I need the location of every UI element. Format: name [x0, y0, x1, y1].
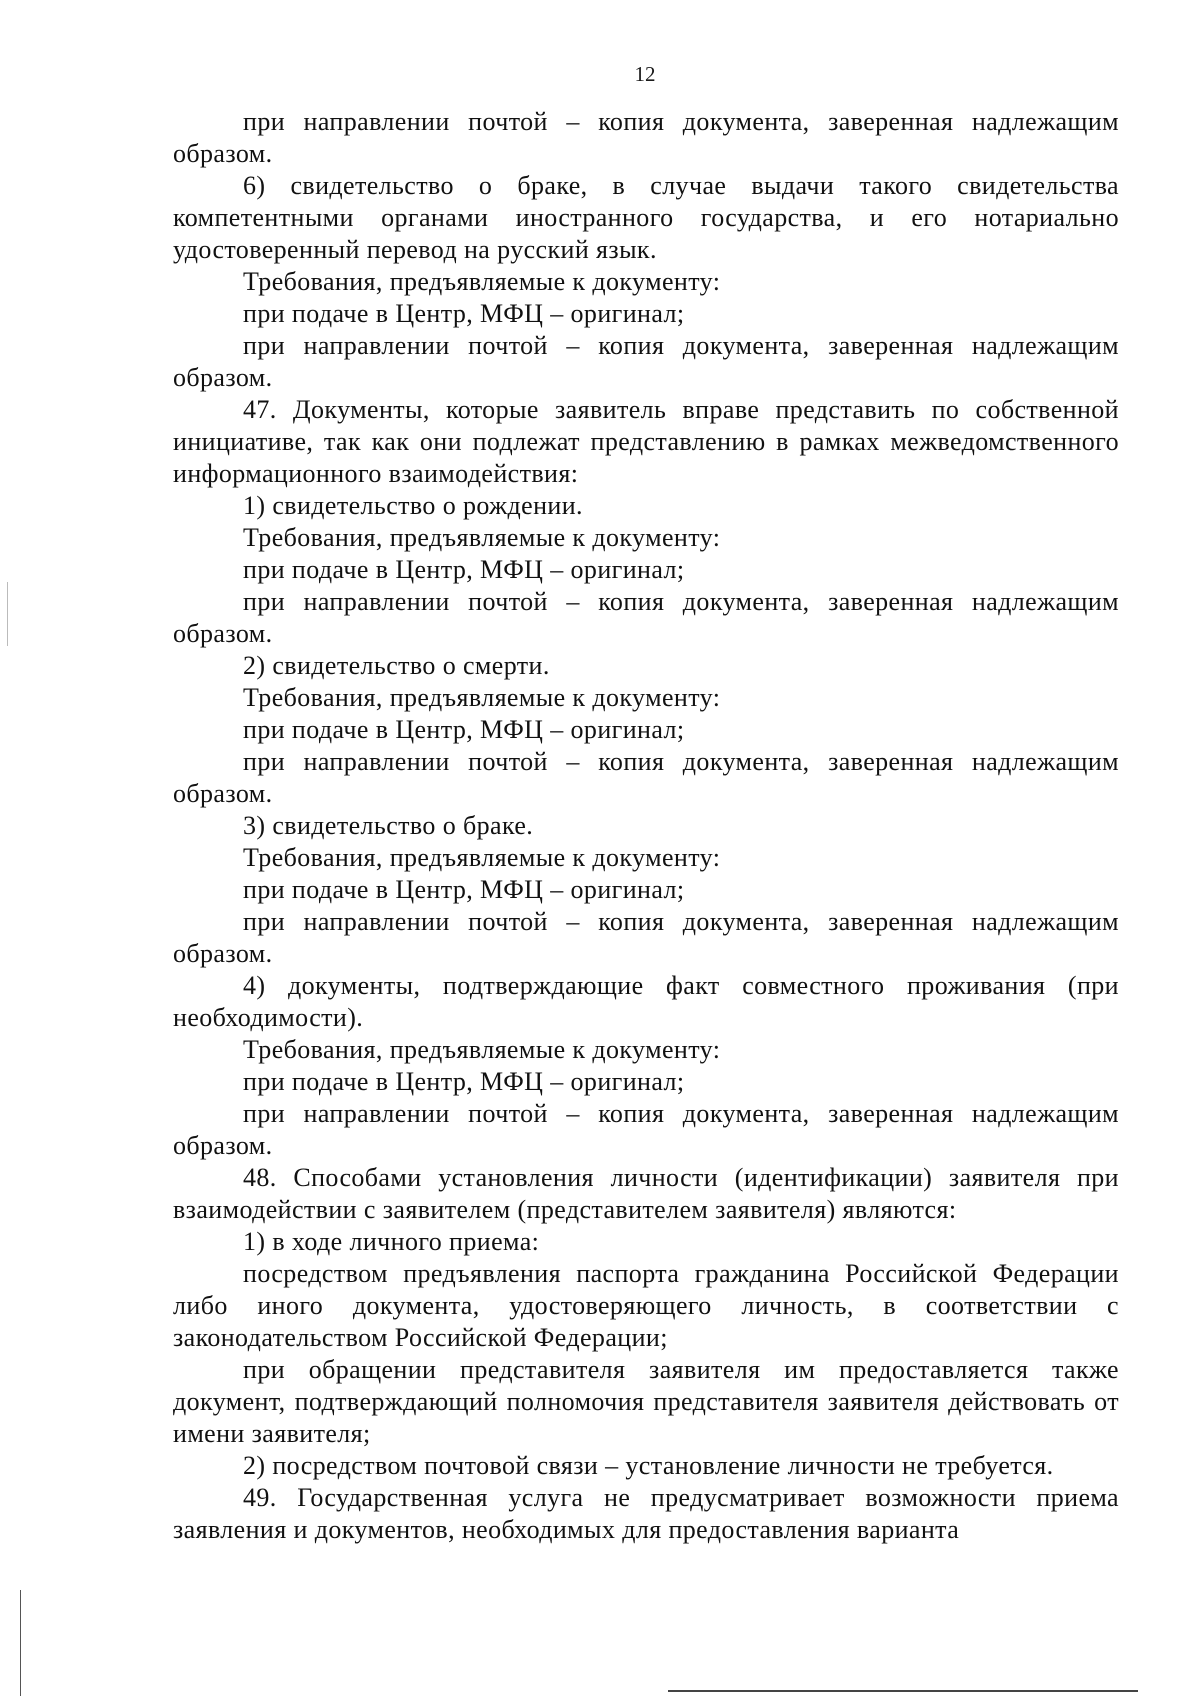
- paragraph: Требования, предъявляемые к документу:: [243, 843, 721, 872]
- paragraph: при подаче в Центр, МФЦ – оригинал;: [243, 715, 685, 744]
- paragraph: при направлении почтой – копия документа, заверенная надлежащим образом.: [173, 747, 1119, 808]
- paragraph: посредством предъявления паспорта гражданина Российской Федерации либо иного документа, удостоверяющего личность, в соответствии с законодательством Российской Федерации;: [173, 1259, 1119, 1352]
- paragraph: 1) свидетельство о рождении.: [243, 491, 583, 520]
- paragraph: 47. Документы, которые заявитель вправе представить по собственной инициативе, так как они подлежат представлению в рамках межведомственного информационного взаимодействия:: [173, 395, 1119, 488]
- scan-artifact: [7, 582, 8, 646]
- paragraph: 1) в ходе личного приема:: [243, 1227, 540, 1256]
- paragraph: 2) свидетельство о смерти.: [243, 651, 550, 680]
- paragraph: Требования, предъявляемые к документу:: [243, 1035, 721, 1064]
- page-number: 12: [634, 62, 656, 86]
- paragraph: при подаче в Центр, МФЦ – оригинал;: [243, 555, 685, 584]
- paragraph: при подаче в Центр, МФЦ – оригинал;: [243, 875, 685, 904]
- paragraph: 3) свидетельство о браке.: [243, 811, 534, 840]
- paragraph: при подаче в Центр, МФЦ – оригинал;: [243, 1067, 685, 1096]
- paragraph: при обращении представителя заявителя им предоставляется также документ, подтверждающий полномочия представителя заявителя действовать от имени заявителя;: [173, 1355, 1119, 1448]
- paragraph: при направлении почтой – копия документа, заверенная надлежащим образом.: [173, 1099, 1119, 1160]
- paragraph: при направлении почтой – копия документа, заверенная надлежащим образом.: [173, 331, 1119, 392]
- scan-artifact: [668, 1690, 1138, 1692]
- paragraph: 4) документы, подтверждающие факт совместного проживания (при необходимости).: [173, 971, 1119, 1032]
- paragraph: Требования, предъявляемые к документу:: [243, 523, 721, 552]
- document-body: [173, 106, 1119, 1546]
- paragraph: при направлении почтой – копия документа, заверенная надлежащим образом.: [173, 107, 1119, 168]
- paragraph: Требования, предъявляемые к документу:: [243, 267, 721, 296]
- scan-artifact: [20, 1590, 21, 1696]
- paragraph: 48. Способами установления личности (идентификации) заявителя при взаимодействии с заявителем (представителем заявителя) являются:: [173, 1163, 1119, 1224]
- paragraph: Требования, предъявляемые к документу:: [243, 683, 721, 712]
- paragraph: при направлении почтой – копия документа, заверенная надлежащим образом.: [173, 907, 1119, 968]
- paragraph: 49. Государственная услуга не предусматривает возможности приема заявления и документов, необходимых для предоставления варианта: [173, 1483, 1119, 1544]
- paragraph: при подаче в Центр, МФЦ – оригинал;: [243, 299, 685, 328]
- paragraph: при направлении почтой – копия документа, заверенная надлежащим образом.: [173, 587, 1119, 648]
- paragraph: 2) посредством почтовой связи – установление личности не требуется.: [243, 1451, 1054, 1480]
- paragraph: 6) свидетельство о браке, в случае выдачи такого свидетельства компетентными органами иностранного государства, и его нотариально удостоверенный перевод на русский язык.: [173, 171, 1119, 264]
